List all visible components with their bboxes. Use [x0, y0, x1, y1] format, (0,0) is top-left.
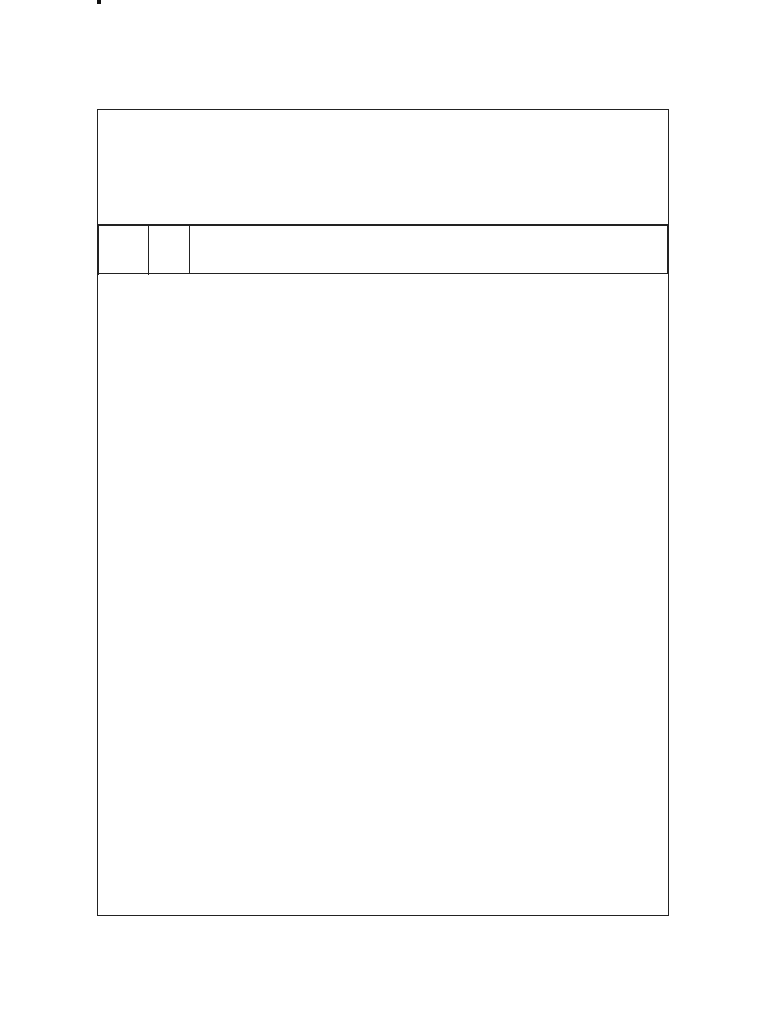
table-frame	[97, 109, 669, 916]
ftnm-column-header	[148, 226, 189, 274]
ground-speed-header	[190, 226, 668, 274]
angle-column-header	[99, 226, 149, 274]
rate-table	[98, 225, 668, 274]
intro-section	[98, 110, 668, 225]
page-title	[98, 84, 102, 106]
page-title-footer	[98, 922, 102, 944]
vertical-path-angle-box	[97, 0, 101, 4]
